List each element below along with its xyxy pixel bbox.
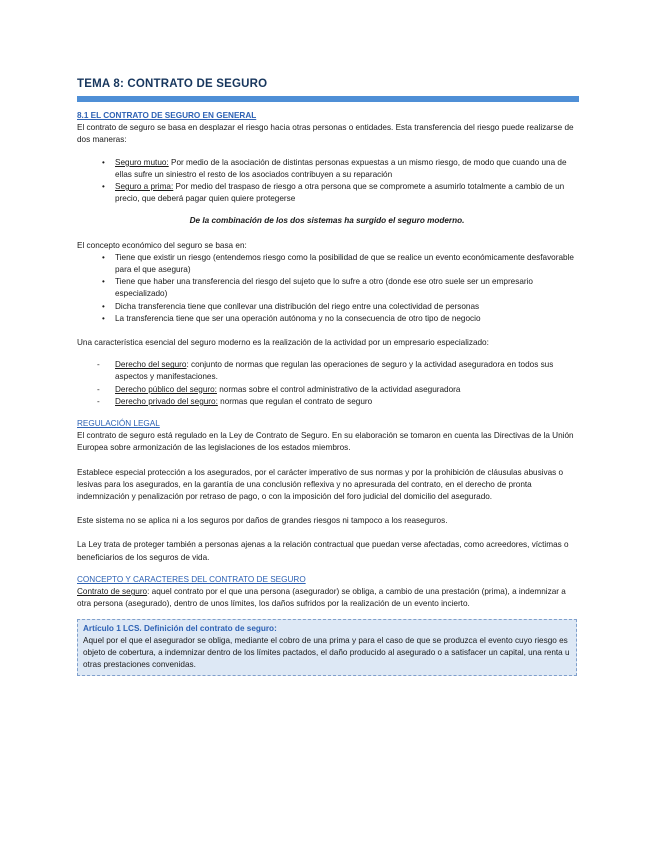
term-derecho-privado: Derecho privado del seguro: bbox=[115, 396, 218, 406]
list-item bbox=[115, 396, 577, 408]
concept-list bbox=[77, 252, 577, 325]
list-item-text: : conjunto de normas que regulan las operaciones de seguro y la actividad aseguradora en todos sus aspectos y manifestaciones. bbox=[115, 360, 554, 382]
list-item bbox=[115, 181, 577, 205]
term-derecho-seguro: Derecho del seguro bbox=[115, 360, 187, 370]
list-item bbox=[115, 384, 577, 396]
list-item-text: Por medio del traspaso de riesgo a otra persona que se compromete a asumirlo totalmente a cambio de un precio, que deberá pagar quien quiere protegerse bbox=[115, 182, 565, 204]
list-item: • Tiene que existir un riesgo (entendemos riesgo como la posibilidad de que se realice un evento económicamente desfavorable para el que asegura) bbox=[115, 252, 577, 276]
document-body bbox=[77, 110, 577, 676]
emphasis-line: De la combinación de los dos sistemas ha surgido el seguro moderno. bbox=[189, 216, 465, 226]
intro-paragraph: El contrato de seguro se basa en desplazar el riesgo hacia otras personas o entidades. Esta transferencia del riesgo puede realizarse de dos maneras: bbox=[77, 123, 574, 145]
risk-transfer-list bbox=[77, 157, 577, 206]
list-item bbox=[115, 157, 577, 181]
section-heading-regulacion: REGULACIÓN LEGAL bbox=[77, 419, 160, 429]
list-item-text: normas sobre el control administrativo de la actividad aseguradora bbox=[216, 384, 461, 394]
concept-intro: El concepto económico del seguro se basa en: bbox=[77, 240, 247, 250]
title-rule bbox=[77, 96, 579, 102]
term-seguro-mutuo: Seguro mutuo: bbox=[115, 157, 169, 167]
regulation-paragraph-1: El contrato de seguro está regulado en la Ley de Contrato de Seguro. En su elaboración se tomaron en cuenta las Directivas de la Unión Europea sobre armonización de las legislaciones de los estados miembros. bbox=[77, 431, 574, 453]
list-item: • Dicha transferencia tiene que conllevar una distribución del riego entre una colectividad de personas bbox=[115, 301, 577, 313]
list-item: • Tiene que haber una transferencia del riesgo del sujeto que lo sufre a otro (donde ese otro suele ser un empresario especializado) bbox=[115, 276, 577, 300]
law-branches-list bbox=[77, 359, 577, 408]
list-item: • La transferencia tiene que ser una operación autónoma y no la consecuencia de otro tipo de negocio bbox=[115, 313, 577, 325]
term-derecho-publico: Derecho público del seguro: bbox=[115, 384, 217, 394]
section-heading-concepto: CONCEPTO Y CARACTERES DEL CONTRATO DE SEGURO bbox=[77, 574, 306, 584]
list-item-text: normas que regulan el contrato de seguro bbox=[217, 396, 373, 406]
regulation-paragraph-3: Este sistema no se aplica ni a los seguros por daños de grandes riesgos ni tampoco a los reaseguros. bbox=[77, 516, 448, 526]
section-heading-general: 8.1 EL CONTRATO DE SEGURO EN GENERAL bbox=[77, 111, 257, 120]
article-title: Artículo 1 LCS. Definición del contrato de seguro: bbox=[83, 623, 277, 633]
definition-text: : aquel contrato por el que una persona (asegurador) se obliga, a cambio de una prestación (prima), a indemnizar a otra persona (asegurado), dentro de unos límites, los daños sufridos por la realización de un evento incierto. bbox=[77, 587, 566, 609]
regulation-paragraph-4: La Ley trata de proteger también a personas ajenas a la relación contractual que puedan verse afectadas, como acreedores, víctimas o beneficiarios de los seguros de vida. bbox=[77, 540, 569, 562]
term-contrato-seguro: Contrato de seguro bbox=[77, 587, 148, 597]
document-title: TEMA 8: CONTRATO DE SEGURO bbox=[77, 78, 268, 90]
characteristic-paragraph: Una característica esencial del seguro moderno es la realización de la actividad por un empresario especializado: bbox=[77, 338, 489, 348]
definition-paragraph bbox=[77, 586, 577, 610]
article-text: Aquel por el que el asegurador se obliga, mediante el cobro de una prima y para el caso de que se produzca el evento cuyo riesgo es objeto de cobertura, a indemnizar dentro de los límites pactados, el daño producido al asegurado o a satisfacer un capital, una renta u otras prestaciones convenidas. bbox=[83, 635, 570, 670]
term-seguro-a-prima: Seguro a prima: bbox=[115, 182, 174, 192]
regulation-paragraph-2: Establece especial protección a los asegurados, por el carácter imperativo de sus normas y por la prohibición de cláusulas abusivas o lesivas para los asegurados, en la garantía de una conclusión reflexiva y no apresurada del contrato, en el derecho de pronta indemnización y penalización por retraso de pago, o con la imposición del foro judicial del domicilio del asegurado. bbox=[77, 467, 564, 502]
article-callout-box bbox=[77, 619, 577, 677]
list-item bbox=[115, 359, 577, 383]
list-item-text: Por medio de la asociación de distintas personas expuestas a un mismo riesgo, de modo que cuando una de ellas sufre un siniestro el resto de los asociados contribuyen a su reparación bbox=[115, 157, 567, 179]
